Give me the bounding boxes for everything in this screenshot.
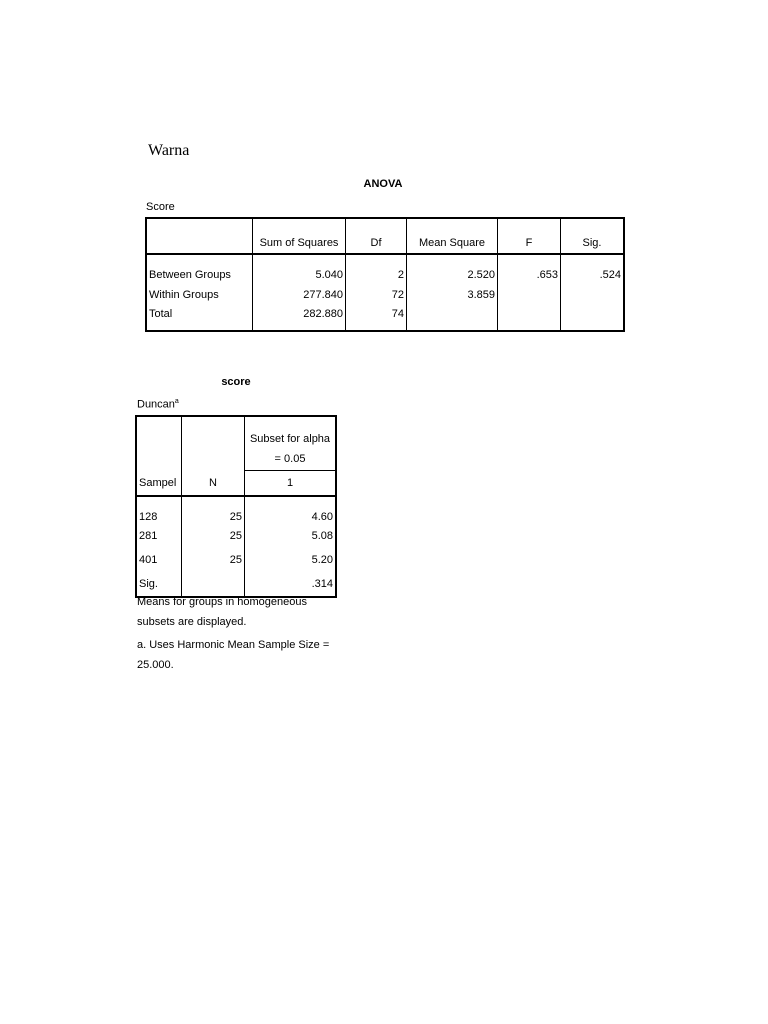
subset-cell: 4.60 [245,496,337,524]
table-row [146,283,624,307]
sum-of-squares-cell: 282.880 [253,307,346,331]
anova-header-sum-of-squares: Sum of Squares [253,218,346,254]
sig-cell: .524 [561,254,625,283]
duncan-table [135,415,337,598]
n-cell: 25 [182,524,245,548]
anova-header-sig: Sig. [561,218,625,254]
table-row [136,496,336,524]
duncan-footnote-1: Means for groups in homogeneous subsets are displayed. [137,596,307,628]
sampel-cell: 128 [136,496,182,524]
anova-title: ANOVA [363,178,403,190]
row-label: Within Groups [146,283,253,307]
row-label: Total [146,307,253,331]
duncan-method-label [137,398,179,411]
df-cell: 72 [346,283,407,307]
f-cell [498,283,561,307]
sampel-cell: 281 [136,524,182,548]
subset-header-line-2: = 0.05 [245,448,337,471]
n-cell: 25 [182,548,245,572]
mean-square-cell: 2.520 [407,254,498,283]
f-cell [498,307,561,331]
sig-cell [561,307,625,331]
anova-header-mean-square: Mean Square [407,218,498,254]
subset-header-line-1: Subset for alpha [245,416,337,448]
sum-of-squares-cell: 277.840 [253,283,346,307]
anova-header-f: F [498,218,561,254]
duncan-header-row-3 [136,471,336,497]
table-row [146,254,624,283]
sampel-cell: Sig. [136,572,182,597]
duncan-header-blank-1 [136,416,182,471]
sampel-header: Sampel [136,471,182,497]
n-header: N [182,471,245,497]
table-row [136,524,336,548]
mean-square-cell: 3.859 [407,283,498,307]
sum-of-squares-cell: 5.040 [253,254,346,283]
df-cell: 74 [346,307,407,331]
table-row [146,307,624,331]
subset-1-header: 1 [245,471,337,497]
anova-table [145,217,625,332]
sig-cell [561,283,625,307]
anova-header-blank [146,218,253,254]
anova-header-df: Df [346,218,407,254]
duncan-header-blank-2 [182,416,245,471]
duncan-method-superscript: a [174,398,179,405]
row-label: Between Groups [146,254,253,283]
subset-cell: 5.08 [245,524,337,548]
duncan-title: score [221,376,251,388]
df-cell: 2 [346,254,407,283]
mean-square-cell [407,307,498,331]
section-title: Warna [148,142,190,159]
n-cell: 25 [182,496,245,524]
f-cell: .653 [498,254,561,283]
anova-dependent-label: Score [146,201,175,213]
anova-header-row [146,218,624,254]
duncan-header-row-1 [136,416,336,448]
subset-cell: .314 [245,572,337,597]
subset-cell: 5.20 [245,548,337,572]
sampel-cell: 401 [136,548,182,572]
table-row [136,548,336,572]
duncan-footnote-2: a. Uses Harmonic Mean Sample Size = 25.000. [137,639,330,671]
duncan-method-text: Duncan [137,398,175,411]
